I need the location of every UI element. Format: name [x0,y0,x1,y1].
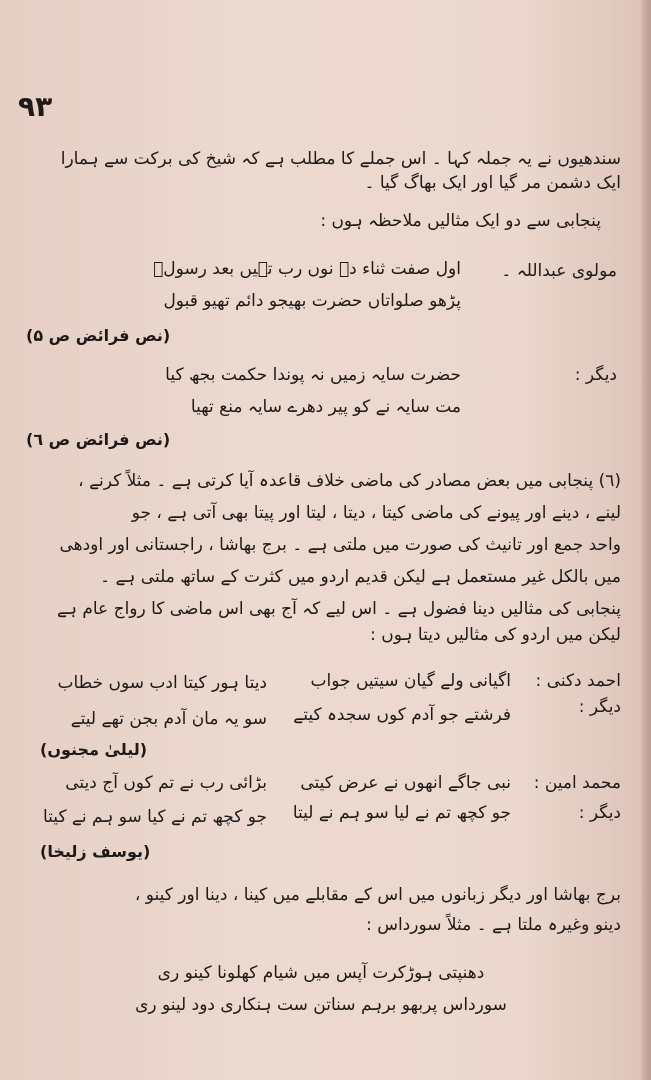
citation: (نص فرائض ص ٦) [26,430,171,449]
paragraph-line: لینے ، دینے اور پیونے کی ماضی کیتا ، دیتا ، لیتا اور پیتا بھی آتی ہے ، جو [131,503,621,523]
paragraph-line: ایک دشمن مر گیا اور ایک بھاگ گیا ۔ [364,173,621,193]
verse-line: اول صفت ثناء دے نوں رب تہیں بعد رسولؐ [153,259,461,279]
speaker-label: دیگر : [578,803,621,823]
citation: (لیلیٰ مجنوں) [40,740,148,759]
speaker-label: محمد امین : [533,773,621,793]
verse-line: پڑھو صلواتاں حضرت بھیجو دائم تھیو قبول [163,291,461,311]
paragraph-line: پنجابی کی مثالیں دینا فضول ہے ۔ اس لیے کہ آج بھی اس ماضی کا رواج عام ہے [57,599,621,619]
paragraph-line: لیکن میں اردو کی مثالیں دیتا ہوں : [370,625,621,645]
verse-hemistich-right: نبی جاگے انھوں نے عرض کیتی [300,773,511,793]
paragraph-line: میں بالکل غیر مستعمل ہے لیکن قدیم اردو میں کثرت کے ساتھ ملتی ہے ۔ [100,567,621,587]
verse-hemistich-left: دیتا ہور کیتا ادب سوں خطاب [57,673,267,693]
verse-line: سورداس پربھو برہم سناتن ست ہنکاری دود لینو ری [135,995,507,1015]
citation: (نص فرائض ص ۵) [26,326,171,345]
speaker-label: دیگر : [574,365,617,385]
verse-hemistich-right: جو کچھ تم نے لیا سو ہم نے لیتا [292,803,511,823]
verse-line: حضرت سایہ زمیں نہ پوندا حکمت بجھ کیا [165,365,461,385]
paragraph-line: سندھیوں نے یہ جملہ کہا ۔ اس جملے کا مطلب ہے کہ شیخ کی برکت سے ہمارا [60,149,621,169]
citation: (یوسف زلیخا) [40,842,151,861]
paragraph-line: دینو وغیرہ ملتا ہے ۔ مثلاً سورداس : [366,915,621,935]
verse-hemistich-left: سو یہ مان آدم بجن تھے لیتے [70,709,267,729]
paragraph-line: (٦) پنجابی میں بعض مصادر کی ماضی خلاف قاعدہ آیا کرتی ہے ۔ مثلاً کرنے ، [78,471,621,491]
paragraph-line: برج بھاشا اور دیگر زبانوں میں اس کے مقابلے میں کینا ، دینا اور کینو ، [134,885,621,905]
verse-hemistich-right: اگیانی ولے گیان سیتیں جواب [310,671,511,691]
page-number: ۹۳ [18,90,53,123]
speaker-label: مولوی عبداللہ ۔ [501,261,617,281]
paragraph-line: واحد جمع اور تانیث کی صورت میں ملتی ہے ۔ برج بھاشا ، راجستانی اور اودھی [59,535,621,555]
verse-hemistich-left: بڑائی رب نے تم کوں آج دیتی [65,773,267,793]
verse-line: مت سایہ نے کو پیر دھرے سایہ منع تھیا [190,397,461,417]
speaker-label: دیگر : [578,697,621,717]
intro-line: پنجابی سے دو ایک مثالیں ملاحظہ ہوں : [320,211,601,231]
verse-hemistich-left: جو کچھ تم نے کیا سو ہم نے کیتا [43,807,267,827]
verse-hemistich-right: فرشتے جو آدم کوں سجدہ کیتے [293,705,511,725]
verse-line: دھنپتی ہوڑکرت آپس میں شیام کھلونا کینو ری [157,963,485,983]
page-spine-shadow [641,0,651,1080]
speaker-label: احمد دکنی : [535,671,621,691]
